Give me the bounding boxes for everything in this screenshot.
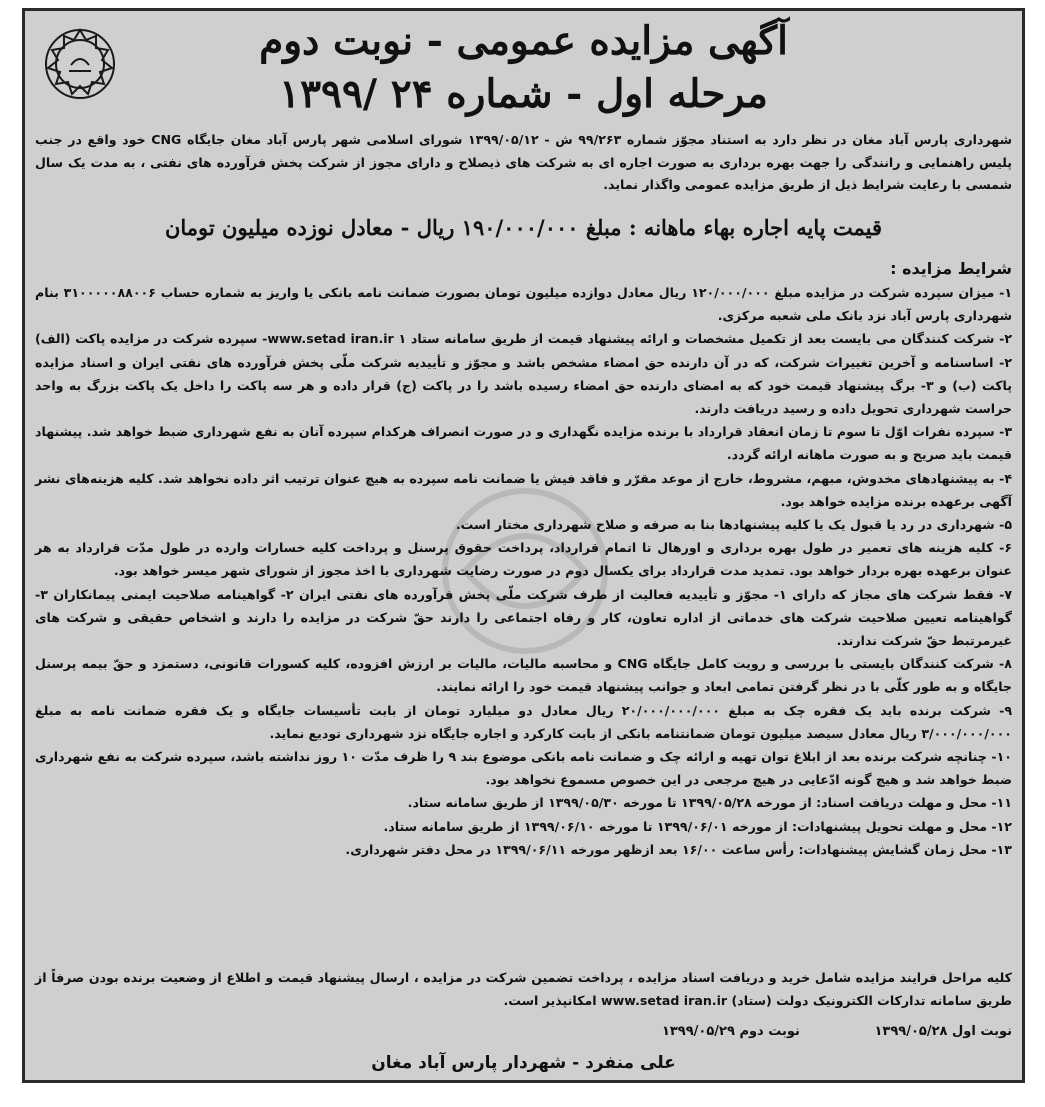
condition-item: ۸- شرکت کنندگان بایستی با بررسی و رویت کامل جایگاه CNG و محاسبه مالیات، مالیات بر ارزش افزوده، کلیه کسورات قانونی، دستمزد و حقّ بیمه پرسنل جایگاه و به طور کلّی با در نظر گرفتن تمامی ابعاد و جوانب پیشنهاد قیمت خود را ارائه نمایند.	[35, 656, 1012, 695]
footer-note: کلیه مراحل فرایند مزایده شامل خرید و دریافت اسناد مزایده ، پرداخت تضمین شرکت در مزایده ، ارسال پیشنهاد قیمت و اطلاع از وضعیت برنده بودن صرفاً از طریق سامانه تدارکات الکترونیک دولت (ستاد) www.setad iran.ir امکانپذیر است.	[35, 970, 1012, 1008]
second-publication-date: نوبت دوم ۱۳۹۹/۰۵/۲۹	[661, 1024, 800, 1039]
conditions-heading: شرایط مزایده :	[890, 259, 1012, 278]
base-price-heading: قیمت پایه اجاره بهاء ماهانه : مبلغ ۱۹۰/۰۰۰/۰۰۰ ریال - معادل نوزده میلیون تومان	[164, 215, 883, 240]
municipality-logo-icon	[41, 25, 119, 103]
publication-dates	[662, 1021, 1012, 1043]
notice-subtitle: مرحله اول - شماره ۲۴ /۱۳۹۹	[279, 71, 768, 117]
condition-item: ۱- میزان سپرده شرکت در مزایده مبلغ ۱۲۰/۰۰۰/۰۰۰ ریال معادل دوازده میلیون تومان بصورت ضمانت نامه بانکی یا واریز به شماره حساب ۳۱۰۰۰۰۰۸۸۰۰۶ بنام شهرداری پارس آباد نزد بانک ملی شعبه مرکزی.	[35, 285, 1012, 324]
condition-item: ۱۰- چنانچه شرکت برنده بعد از ابلاغ توان تهیه و ارائه چک و ضمانت نامه بانکی موضوع بند ۹ را ظرف مدّت ۱۰ روز نداشته باشد، سپرده شرکت به نفع شهرداری ضبط خواهد شد و هیچ گونه ادّعایی در هیچ مرجعی در این خصوص مسموع نخواهد بود.	[35, 749, 1012, 788]
condition-item: ۱۲- محل و مهلت تحویل پیشنهادات: از مورخه ۱۳۹۹/۰۶/۰۱ تا مورخه ۱۳۹۹/۰۶/۱۰ از طریق سامانه ستاد.	[383, 818, 1012, 834]
conditions-list	[35, 281, 1012, 861]
intro-paragraph: شهرداری پارس آباد مغان در نظر دارد به استناد مجوّز شماره ۹۹/۲۶۳ ش - ۱۳۹۹/۰۵/۱۲ شورای اسلامی شهر پارس آباد مغان جایگاه CNG خود واقع در جنب پلیس راهنمایی و رانندگی را جهت بهره برداری به صورت اجاره ای به شرکت های ذیصلاح و دارای مجوز از شرکت پخش فرآورده های نفتی ، به مدت یک سال شمسی با رعایت شرایط ذیل از طریق مزایده عمومی واگذار نماید.	[35, 132, 1012, 192]
first-publication-date: نوبت اول ۱۳۹۹/۰۵/۲۸	[874, 1024, 1012, 1039]
condition-item: ۶- کلیه هزینه های تعمیر در طول بهره برداری و اورهال تا اتمام قرارداد، پرداخت حقوق پرسنل و پرداخت کلیه خسارات وارده در طول مدّت قرارداد به هر عنوان برعهده بهره بردار خواهد بود. تمدید مدت قرارداد برای یکسال دوم در صورت رضایت شهرداری با اخذ مجوز از شورای شهر میسر خواهد بود.	[35, 540, 1012, 579]
condition-item: ۵- شهرداری در رد یا قبول یک یا کلیه پیشنهادها بنا به صرفه و صلاح شهرداری مختار است.	[455, 517, 1012, 533]
condition-item: ۱۳- محل زمان گشایش پیشنهادات: رأس ساعت ۱۶/۰۰ بعد ازظهر مورخه ۱۳۹۹/۰۶/۱۱ در محل دفتر شهرداری.	[345, 841, 1012, 857]
condition-item: ۳- سپرده نفرات اوّل تا سوم تا زمان انعقاد قرارداد با برنده مزایده نگهداری و در صورت انصراف هرکدام سپرده آنان به نفع شهرداری ضبط خواهد شد. پیشنهاد قیمت باید صریح و به صورت ماهانه ارائه گردد.	[35, 424, 1012, 463]
notice-title: آگهی مزایده عمومی - نوبت دوم	[259, 18, 788, 64]
condition-item: ۷- فقط شرکت های مجاز که دارای ۱- مجوّز و تأییدیه فعالیت از طرف شرکت ملّی پخش فرآورده های نفتی ایران ۲- گواهینامه صلاحیت ایمنی پیمانکاران ۳- گواهینامه تعیین صلاحیت شرکت های خدماتی از اداره تعاون، کار و رفاه اجتماعی را دارند حقّ شرکت در مزایده را دارند و اشخاص حقیقی و شرکت های غیرمرتبط حقّ شرکت ندارند.	[35, 586, 1013, 649]
condition-item: ۹- شرکت برنده باید یک فقره چک به مبلغ ۲۰/۰۰۰/۰۰۰/۰۰۰ ریال معادل دو میلیارد تومان از بابت تأسیسات جایگاه و یک فقره ضمانت نامه به مبلغ ۳/۰۰۰/۰۰۰/۰۰۰ ریال معادل سیصد میلیون تومان ضمانتنامه بانکی از بابت کارکرد و اجاره جایگاه نزد شهرداری تودیع نماید.	[35, 702, 1013, 741]
condition-item: ۱۱- محل و مهلت دریافت اسناد: از مورخه ۱۳۹۹/۰۵/۲۸ تا مورخه ۱۳۹۹/۰۵/۳۰ از طریق سامانه ستاد.	[407, 795, 1012, 811]
signature: علی منفرد - شهردار پارس آباد مغان	[371, 1053, 676, 1073]
newspaper-notice	[22, 8, 1025, 1083]
condition-item: ۴- به پیشنهادهای مخدوش، مبهم، مشروط، خارج از موعد مقرّر و فاقد فیش یا ضمانت نامه سپرده به هیچ عنوان ترتیب اثر داده نخواهد شد. کلیه هزینه‌های نشر آگهی برعهده برنده مزایده خواهد بود.	[35, 470, 1012, 509]
condition-item: ۲- شرکت کنندگان می بایست بعد از تکمیل مشخصات و ارائه پیشنهاد قیمت از طریق سامانه ستاد www.setad iran.ir ۱- سپرده شرکت در مزایده پاکت (الف) ۲- اساسنامه و آخرین تغییرات شرکت، که در آن دارنده حق امضاء مشخص باشد و مجوّز و تأییدیه شرکت ملّی پخش فرآورده های نفتی ایران و اسناد مزایده پاکت (ب) و ۳- برگ پیشنهاد قیمت خود که به امضای دارنده حق امضاء رسیده باشد را در پاکت (ج) قرار داده و هر سه پاکت را داخل یک پاکت بزرگ به واحد حراست شهرداری تحویل داده و رسید دریافت دارند.	[35, 331, 1013, 417]
